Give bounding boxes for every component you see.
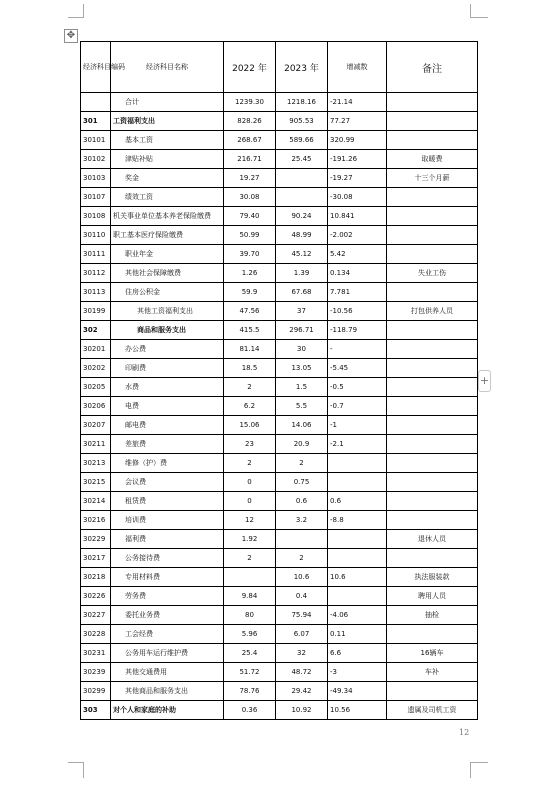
cell-2023: 48.72 <box>276 663 328 682</box>
cell-2023: 48.99 <box>276 226 328 245</box>
cell-2022: 2 <box>224 454 276 473</box>
cell-code: 30214 <box>81 492 111 511</box>
cell-code: 301 <box>81 112 111 131</box>
cell-change: 0.11 <box>328 625 387 644</box>
cell-change: 0.134 <box>328 264 387 283</box>
table-row <box>81 340 478 359</box>
cell-change: 5.42 <box>328 245 387 264</box>
cell-note: 车补 <box>387 663 478 682</box>
crop-mark <box>470 17 488 18</box>
cell-code: 30107 <box>81 188 111 207</box>
cell-note: 遗属及司机工资 <box>387 701 478 720</box>
table-row <box>81 416 478 435</box>
cell-2023: 45.12 <box>276 245 328 264</box>
cell-2022: 12 <box>224 511 276 530</box>
cell-name: 邮电费 <box>111 416 224 435</box>
crop-mark <box>68 762 84 763</box>
cell-name: 绩效工资 <box>111 188 224 207</box>
cell-2022: 2 <box>224 549 276 568</box>
cell-name: 委托业务费 <box>111 606 224 625</box>
cell-note <box>387 397 478 416</box>
cell-note <box>387 131 478 150</box>
cell-code: 30217 <box>81 549 111 568</box>
header-2022: 2022 年 <box>224 42 276 93</box>
cell-name: 差旅费 <box>111 435 224 454</box>
cell-note: 抽检 <box>387 606 478 625</box>
cell-code: 30205 <box>81 378 111 397</box>
table-row <box>81 492 478 511</box>
add-row-icon[interactable]: + <box>478 370 491 392</box>
cell-change <box>328 587 387 606</box>
cell-code: 30218 <box>81 568 111 587</box>
cell-2023: 67.68 <box>276 283 328 302</box>
cell-note: 执法服装款 <box>387 568 478 587</box>
header-change: 增减数 <box>328 42 387 93</box>
cell-name: 津贴补贴 <box>111 150 224 169</box>
cell-change: -2.002 <box>328 226 387 245</box>
cell-2022: 79.40 <box>224 207 276 226</box>
cell-note <box>387 378 478 397</box>
cell-name: 租赁费 <box>111 492 224 511</box>
page-number: 12 <box>459 728 470 737</box>
cell-change: 0.6 <box>328 492 387 511</box>
cell-name: 其他商品和服务支出 <box>111 682 224 701</box>
cell-2022: 268.67 <box>224 131 276 150</box>
header-2023: 2023 年 <box>276 42 328 93</box>
cell-name: 劳务费 <box>111 587 224 606</box>
cell-2023: 905.53 <box>276 112 328 131</box>
crop-mark <box>83 4 84 18</box>
cell-name: 职业年金 <box>111 245 224 264</box>
cell-name: 办公费 <box>111 340 224 359</box>
cell-code: 30110 <box>81 226 111 245</box>
cell-code: 30206 <box>81 397 111 416</box>
cell-code: 30201 <box>81 340 111 359</box>
cell-note <box>387 112 478 131</box>
cell-2022: 0.36 <box>224 701 276 720</box>
cell-name: 福利费 <box>111 530 224 549</box>
table-row <box>81 530 478 549</box>
cell-2022: 78.76 <box>224 682 276 701</box>
cell-2023: 75.94 <box>276 606 328 625</box>
cell-code: 30108 <box>81 207 111 226</box>
cell-change: 6.6 <box>328 644 387 663</box>
cell-code: 30231 <box>81 644 111 663</box>
crop-mark <box>83 762 84 778</box>
table-row <box>81 663 478 682</box>
budget-table <box>80 41 478 720</box>
cell-name: 对个人和家庭的补助 <box>111 701 224 720</box>
crop-mark <box>470 762 488 763</box>
cell-name: 印刷费 <box>111 359 224 378</box>
cell-2023: 29.42 <box>276 682 328 701</box>
cell-name: 专用材料费 <box>111 568 224 587</box>
cell-name: 公务用车运行维护费 <box>111 644 224 663</box>
cell-change: -118.79 <box>328 321 387 340</box>
table-row <box>81 644 478 663</box>
cell-change: -1 <box>328 416 387 435</box>
cell-change: 7.781 <box>328 283 387 302</box>
cell-2023: 32 <box>276 644 328 663</box>
cell-change: -19.27 <box>328 169 387 188</box>
cell-2022: 0 <box>224 492 276 511</box>
cell-2022: 23 <box>224 435 276 454</box>
cell-2023: 2 <box>276 454 328 473</box>
cell-change: -4.06 <box>328 606 387 625</box>
cell-change <box>328 473 387 492</box>
cell-change: -3 <box>328 663 387 682</box>
table-row <box>81 511 478 530</box>
cell-note <box>387 188 478 207</box>
cell-note <box>387 340 478 359</box>
header-note: 备注 <box>387 42 478 93</box>
cell-2022: 50.99 <box>224 226 276 245</box>
cell-change: 320.99 <box>328 131 387 150</box>
crop-mark <box>470 4 471 18</box>
cell-2022: 6.2 <box>224 397 276 416</box>
cell-2023: 37 <box>276 302 328 321</box>
table-row <box>81 169 478 188</box>
cell-code: 30216 <box>81 511 111 530</box>
cell-change: 10.841 <box>328 207 387 226</box>
table-row <box>81 226 478 245</box>
cell-2023: 10.6 <box>276 568 328 587</box>
cell-note <box>387 511 478 530</box>
cell-code: 30215 <box>81 473 111 492</box>
cell-code: 30202 <box>81 359 111 378</box>
cell-2023: 1.5 <box>276 378 328 397</box>
cell-name: 其他社会保障缴费 <box>111 264 224 283</box>
cell-2022 <box>224 568 276 587</box>
cell-2022: 15.06 <box>224 416 276 435</box>
cell-2022: 47.56 <box>224 302 276 321</box>
cell-note <box>387 283 478 302</box>
cell-2022: 1.26 <box>224 264 276 283</box>
table-row <box>81 264 478 283</box>
cell-name: 其他工资福利支出 <box>111 302 224 321</box>
crop-mark <box>470 762 471 778</box>
cell-2023: 589.66 <box>276 131 328 150</box>
cell-2023: 0.6 <box>276 492 328 511</box>
cell-change: 10.56 <box>328 701 387 720</box>
cell-2023: 5.5 <box>276 397 328 416</box>
cell-2023: 90.24 <box>276 207 328 226</box>
cell-note <box>387 625 478 644</box>
cell-2023 <box>276 530 328 549</box>
table-row <box>81 112 478 131</box>
cell-note <box>387 492 478 511</box>
table-row <box>81 207 478 226</box>
cell-code: 30239 <box>81 663 111 682</box>
cell-note <box>387 435 478 454</box>
cell-change: -191.26 <box>328 150 387 169</box>
cell-code: 30211 <box>81 435 111 454</box>
cell-name: 职工基本医疗保险缴费 <box>111 226 224 245</box>
table-row <box>81 321 478 340</box>
cell-change: -21.14 <box>328 93 387 112</box>
cell-code: 30229 <box>81 530 111 549</box>
cell-2023: 2 <box>276 549 328 568</box>
cell-code: 30227 <box>81 606 111 625</box>
cell-2023: 14.06 <box>276 416 328 435</box>
cell-change <box>328 530 387 549</box>
table-row <box>81 397 478 416</box>
table-row <box>81 188 478 207</box>
cell-change <box>328 454 387 473</box>
cell-change: -49.34 <box>328 682 387 701</box>
cell-2023 <box>276 188 328 207</box>
cell-note: 打包供养人员 <box>387 302 478 321</box>
cell-change: -5.45 <box>328 359 387 378</box>
cell-2022: 216.71 <box>224 150 276 169</box>
cell-2023: 6.07 <box>276 625 328 644</box>
header-name: 经济科目名称 <box>111 42 224 93</box>
cell-change: 10.6 <box>328 568 387 587</box>
cell-2022: 81.14 <box>224 340 276 359</box>
cell-2023: 1218.16 <box>276 93 328 112</box>
cell-note: 聘用人员 <box>387 587 478 606</box>
cell-2022: 80 <box>224 606 276 625</box>
cell-2023: 20.9 <box>276 435 328 454</box>
cell-2023: 296.71 <box>276 321 328 340</box>
cell-2022: 25.4 <box>224 644 276 663</box>
cell-2023: 10.92 <box>276 701 328 720</box>
table-row <box>81 283 478 302</box>
table-row <box>81 473 478 492</box>
cell-2022: 30.08 <box>224 188 276 207</box>
table-row <box>81 435 478 454</box>
cell-change: -8.8 <box>328 511 387 530</box>
table-row <box>81 150 478 169</box>
cell-code <box>81 93 111 112</box>
cell-code: 303 <box>81 701 111 720</box>
cell-2023: 25.45 <box>276 150 328 169</box>
cell-2023: 3.2 <box>276 511 328 530</box>
cell-2022: 828.26 <box>224 112 276 131</box>
cell-name: 其他交通费用 <box>111 663 224 682</box>
cell-note <box>387 93 478 112</box>
cell-change: -2.1 <box>328 435 387 454</box>
cell-note <box>387 359 478 378</box>
table-row <box>81 359 478 378</box>
table-row <box>81 606 478 625</box>
cell-code: 30113 <box>81 283 111 302</box>
cell-2022: 2 <box>224 378 276 397</box>
table-row <box>81 549 478 568</box>
table-row <box>81 131 478 150</box>
table-row <box>81 568 478 587</box>
cell-name: 公务接待费 <box>111 549 224 568</box>
cell-2022: 0 <box>224 473 276 492</box>
cell-name: 维修（护）费 <box>111 454 224 473</box>
cell-code: 30111 <box>81 245 111 264</box>
table-row <box>81 625 478 644</box>
cell-change: -30.08 <box>328 188 387 207</box>
table-row <box>81 93 478 112</box>
table-row <box>81 454 478 473</box>
cell-2022: 415.5 <box>224 321 276 340</box>
cell-2022: 1239.30 <box>224 93 276 112</box>
table-row <box>81 302 478 321</box>
cell-code: 30228 <box>81 625 111 644</box>
cell-change: -10.56 <box>328 302 387 321</box>
cell-change <box>328 549 387 568</box>
table-header-row <box>81 42 478 93</box>
cell-note: 十三个月薪 <box>387 169 478 188</box>
cell-note <box>387 245 478 264</box>
cell-code: 302 <box>81 321 111 340</box>
cell-note: 失业工伤 <box>387 264 478 283</box>
cell-name: 机关事业单位基本养老保险缴费 <box>111 207 224 226</box>
cell-2022: 9.84 <box>224 587 276 606</box>
cell-code: 30207 <box>81 416 111 435</box>
cell-name: 会议费 <box>111 473 224 492</box>
table-body <box>81 93 478 720</box>
table-row <box>81 587 478 606</box>
cell-change: - <box>328 340 387 359</box>
cell-2023: 13.05 <box>276 359 328 378</box>
cell-note <box>387 549 478 568</box>
table-move-handle-icon[interactable]: ✥ <box>64 29 78 43</box>
cell-code: 30112 <box>81 264 111 283</box>
cell-name: 培训费 <box>111 511 224 530</box>
cell-2022: 39.70 <box>224 245 276 264</box>
cell-name: 基本工资 <box>111 131 224 150</box>
cell-note <box>387 416 478 435</box>
cell-code: 30103 <box>81 169 111 188</box>
cell-code: 30299 <box>81 682 111 701</box>
table-row <box>81 378 478 397</box>
cell-note: 取暖费 <box>387 150 478 169</box>
cell-note <box>387 321 478 340</box>
cell-name: 奖金 <box>111 169 224 188</box>
cell-name: 电费 <box>111 397 224 416</box>
cell-2023: 0.75 <box>276 473 328 492</box>
cell-note <box>387 473 478 492</box>
crop-mark <box>68 17 84 18</box>
cell-2022: 1.92 <box>224 530 276 549</box>
cell-note <box>387 454 478 473</box>
cell-2023: 0.4 <box>276 587 328 606</box>
cell-name: 住房公积金 <box>111 283 224 302</box>
cell-2023: 1.39 <box>276 264 328 283</box>
cell-code: 30213 <box>81 454 111 473</box>
cell-name: 工资福利支出 <box>111 112 224 131</box>
table-row <box>81 682 478 701</box>
cell-2022: 51.72 <box>224 663 276 682</box>
cell-code: 30102 <box>81 150 111 169</box>
cell-2022: 59.9 <box>224 283 276 302</box>
cell-name: 商品和服务支出 <box>111 321 224 340</box>
cell-2022: 19.27 <box>224 169 276 188</box>
cell-code: 30226 <box>81 587 111 606</box>
cell-name: 合计 <box>111 93 224 112</box>
cell-change: 77.27 <box>328 112 387 131</box>
table-row <box>81 245 478 264</box>
cell-2023 <box>276 169 328 188</box>
cell-note: 退休人员 <box>387 530 478 549</box>
header-code: 经济科目编码 <box>81 42 111 93</box>
cell-note <box>387 682 478 701</box>
cell-code: 30199 <box>81 302 111 321</box>
cell-name: 工会经费 <box>111 625 224 644</box>
cell-2023: 30 <box>276 340 328 359</box>
cell-note: 16辆车 <box>387 644 478 663</box>
cell-change: -0.5 <box>328 378 387 397</box>
cell-note <box>387 226 478 245</box>
cell-change: -0.7 <box>328 397 387 416</box>
cell-code: 30101 <box>81 131 111 150</box>
cell-2022: 18.5 <box>224 359 276 378</box>
cell-2022: 5.96 <box>224 625 276 644</box>
cell-note <box>387 207 478 226</box>
table-row <box>81 701 478 720</box>
cell-name: 水费 <box>111 378 224 397</box>
